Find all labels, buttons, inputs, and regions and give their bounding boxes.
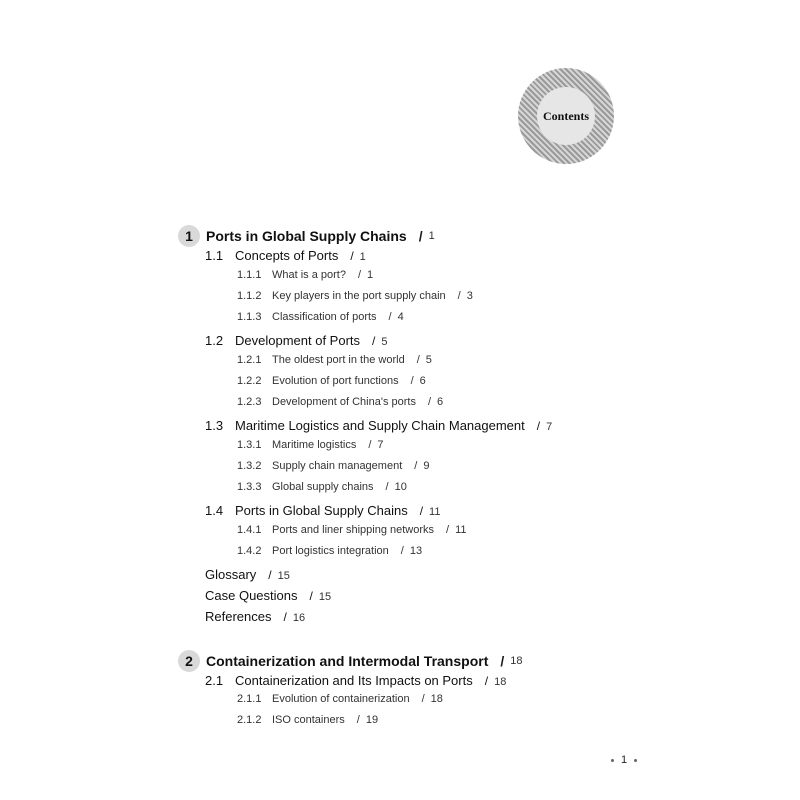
subsection-title: Classification of ports — [272, 311, 377, 323]
subsection-title: Evolution of containerization — [272, 693, 410, 705]
page-separator: / — [357, 269, 362, 281]
page-separator: / — [536, 419, 541, 433]
subsection-title: What is a port? — [272, 269, 346, 281]
chapter-number-badge: 2 — [178, 650, 200, 672]
page-number: 18 — [494, 676, 507, 688]
page-number: 18 — [430, 693, 443, 705]
contents-title: Contents — [542, 108, 589, 123]
page-number: 6 — [419, 375, 426, 387]
subsection-title: Port logistics integration — [272, 545, 389, 557]
page-number: 6 — [437, 396, 444, 408]
extra-title: Glossary — [205, 567, 257, 582]
page-separator: / — [427, 396, 432, 408]
subsection-number: 1.2.2 — [237, 375, 262, 387]
toc-subsection-1-1-3[interactable] — [237, 312, 404, 323]
subsection-number: 1.1.1 — [237, 269, 262, 281]
toc-subsection-1-2-2[interactable] — [237, 376, 426, 387]
footer-dot-right — [634, 759, 637, 762]
extra-title: Case Questions — [205, 588, 298, 603]
page-number: 4 — [397, 311, 404, 323]
page-number: 5 — [381, 336, 388, 348]
subsection-title: Maritime logistics — [272, 439, 357, 451]
toc-chapter-1[interactable] — [178, 225, 435, 247]
subsection-number: 2.1.2 — [237, 714, 262, 726]
page-separator: / — [400, 545, 404, 557]
toc-subsection-1-4-2[interactable] — [237, 546, 422, 557]
subsection-number: 1.1.3 — [237, 311, 262, 323]
page-number: 15 — [318, 591, 332, 603]
page-number: 1 — [367, 269, 374, 281]
page-number: 16 — [292, 612, 306, 624]
page-separator: / — [385, 481, 389, 493]
page-separator: / — [268, 568, 272, 582]
subsection-number: 1.4.2 — [237, 545, 262, 557]
page-number: 7 — [377, 439, 384, 451]
page-number: 1 — [428, 229, 435, 242]
page-separator: / — [368, 439, 372, 451]
toc-chapter-2[interactable] — [178, 650, 523, 672]
toc-subsection-1-3-2[interactable] — [237, 461, 429, 472]
section-number: 1.3 — [205, 418, 224, 433]
page-separator: / — [421, 693, 425, 705]
footer-page-number: 1 — [621, 754, 628, 766]
section-number: 1.2 — [205, 333, 224, 348]
toc-case-questions[interactable] — [205, 589, 331, 603]
page-number: 5 — [425, 354, 432, 366]
page-number: 15 — [277, 570, 290, 582]
section-title: Concepts of Ports — [235, 248, 339, 263]
section-title: Development of Ports — [235, 333, 361, 348]
chapter-title: Ports in Global Supply Chains — [206, 228, 407, 244]
subsection-number: 2.1.1 — [237, 693, 262, 705]
subsection-number: 1.3.2 — [237, 460, 262, 472]
toc-section-1-3[interactable] — [205, 419, 552, 433]
page-separator: / — [418, 228, 423, 244]
page-number: 13 — [409, 545, 423, 557]
page-separator: / — [283, 610, 287, 624]
page-separator: / — [309, 589, 313, 603]
toc-subsection-1-3-3[interactable] — [237, 482, 407, 493]
subsection-title: Supply chain management — [272, 460, 403, 472]
section-title: Maritime Logistics and Supply Chain Management — [235, 418, 525, 433]
subsection-number: 1.1.2 — [237, 290, 262, 302]
toc-subsection-1-1-1[interactable] — [237, 270, 373, 281]
section-title: Containerization and Its Impacts on Ports — [235, 673, 473, 688]
subsection-title: Key players in the port supply chain — [272, 290, 446, 302]
page-separator: / — [457, 290, 461, 302]
page-separator: / — [414, 460, 418, 472]
toc-section-1-2[interactable] — [205, 334, 387, 348]
page-separator: / — [388, 311, 392, 323]
subsection-number: 1.2.3 — [237, 396, 262, 408]
subsection-number: 1.3.3 — [237, 481, 262, 493]
page-number: 1 — [359, 251, 366, 263]
subsection-title: Development of China's ports — [272, 396, 416, 408]
page-separator: / — [410, 375, 414, 387]
toc-subsection-1-4-1[interactable] — [237, 525, 467, 536]
subsection-number: 1.3.1 — [237, 439, 262, 451]
toc-subsection-1-3-1[interactable] — [237, 440, 384, 451]
subsection-title: The oldest port in the world — [272, 354, 405, 366]
page-number: 3 — [466, 290, 473, 302]
toc-section-1-1[interactable] — [205, 249, 366, 263]
toc-glossary[interactable] — [205, 568, 290, 582]
page-number: 7 — [546, 421, 553, 433]
subsection-title: Ports and liner shipping networks — [272, 524, 435, 536]
subsection-title: ISO containers — [272, 714, 345, 726]
toc-subsection-2-1-2[interactable] — [237, 715, 378, 726]
page-separator: / — [500, 653, 505, 669]
page-separator: / — [484, 674, 489, 688]
subsection-number: 1.2.1 — [237, 354, 262, 366]
toc-subsection-1-2-1[interactable] — [237, 355, 432, 366]
toc-references[interactable] — [205, 610, 305, 624]
chapter-number-badge: 1 — [178, 225, 200, 247]
subsection-number: 1.4.1 — [237, 524, 262, 536]
section-title: Ports in Global Supply Chains — [235, 503, 408, 518]
page-separator: / — [350, 249, 354, 263]
page-separator: / — [356, 714, 360, 726]
page-separator: / — [416, 354, 420, 366]
section-number: 1.1 — [205, 248, 224, 263]
page-separator: / — [446, 524, 450, 536]
toc-section-2-1[interactable] — [205, 674, 506, 688]
page-number: 18 — [510, 654, 523, 667]
section-number: 2.1 — [205, 673, 224, 688]
page-number: 11 — [429, 506, 441, 518]
page-number: 19 — [365, 714, 379, 726]
section-number: 1.4 — [205, 503, 224, 518]
toc-subsection-1-2-3[interactable] — [237, 397, 443, 408]
page-number: 10 — [394, 481, 407, 493]
page-separator: / — [372, 334, 376, 348]
footer-dot-left — [611, 759, 614, 762]
extra-title: References — [205, 609, 272, 624]
toc-section-1-4[interactable] — [205, 504, 440, 518]
toc-subsection-2-1-1[interactable] — [237, 694, 443, 705]
chapter-title: Containerization and Intermodal Transport — [206, 653, 489, 669]
page-footer — [604, 754, 644, 766]
page-separator: / — [419, 504, 424, 518]
subsection-title: Evolution of port functions — [272, 375, 399, 387]
toc-subsection-1-1-2[interactable] — [237, 291, 473, 302]
subsection-title: Global supply chains — [272, 481, 374, 493]
page-number: 11 — [455, 524, 467, 536]
page-number: 9 — [423, 460, 430, 472]
